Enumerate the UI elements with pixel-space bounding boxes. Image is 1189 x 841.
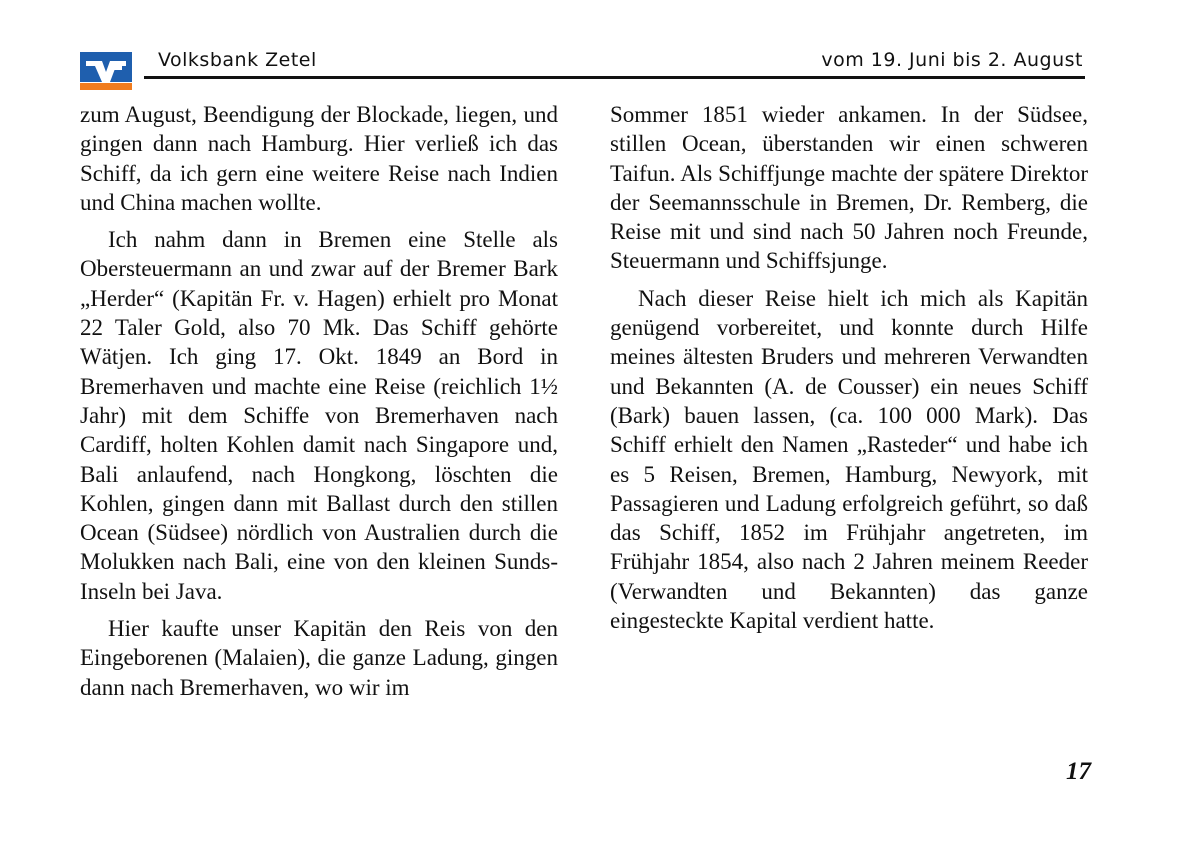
header-bank-name: Volksbank Zetel [158,49,317,71]
volksbank-logo-icon [80,52,132,90]
right-column [610,100,1088,643]
page-number: 17 [1066,758,1091,785]
paragraph: Nach dieser Reise hielt ich mich als Kapitän genügend vorbereitet, und konnte durch Hilfe meines ältesten Bruders und mehreren Verwandten und Bekannten (A. de Cousser) ein neues Schiff (Bark) bauen lassen, (ca. 100 000 Mark). Das Schiff erhielt den Namen „Rasteder“ und habe ich es 5 Reisen, Bremen, Hamburg, Newyork, mit Passagieren und Ladung erfolgreich geführt, so daß das Schiff, 1852 im Frühjahr angetreten, im Frühjahr 1854, also nach 2 Jahren meinem Reeder (Verwandten und Bekannten) das ganze eingesteckte Kapital verdient hatte. [610,285,1088,634]
header-rule [144,76,1085,79]
page-header [80,44,1085,84]
header-date-range: vom 19. Juni bis 2. August [821,49,1083,71]
paragraph: Hier kaufte unser Kapitän den Reis von den Eingeborenen (Malaien), die ganze Ladung, gingen dann nach Bremerhaven, wo wir im [80,616,558,700]
paragraph: Sommer 1851 wieder ankamen. In der Südsee, stillen Ocean, überstanden wir einen schweren Taifun. Als Schiffjunge machte der spätere Direktor der Seemannsschule in Bremen, Dr. Remberg, die Reise mit und sind nach 50 Jahren noch Freunde, Steuermann und Schiffsjunge. [610,102,1088,274]
paragraph: zum August, Beendigung der Blockade, liegen, und gingen dann nach Hamburg. Hier verließ ich das Schiff, da ich gern eine weitere Reise nach Indien und China machen wollte. [80,102,558,215]
left-column [80,100,558,710]
paragraph: Ich nahm dann in Bremen eine Stelle als Obersteuermann an und zwar auf der Bremer Bark „Herder“ (Kapitän Fr. v. Hagen) erhielt pro Monat 22 Taler Gold, also 70 Mk. Das Schiff gehörte Wätjen. Ich ging 17. Okt. 1849 an Bord in Bremerhaven und machte eine Reise (reichlich 1½ Jahr) mit dem Schiffe von Bremerhaven nach Cardiff, holten Kohlen damit nach Singapore und, Bali anlaufend, nach Hongkong, löschten die Kohlen, gingen dann mit Ballast durch den stillen Ocean (Südsee) nördlich von Australien durch die Molukken nach Bali, eine von den kleinen Sunds-Inseln bei Java. [80,227,558,604]
